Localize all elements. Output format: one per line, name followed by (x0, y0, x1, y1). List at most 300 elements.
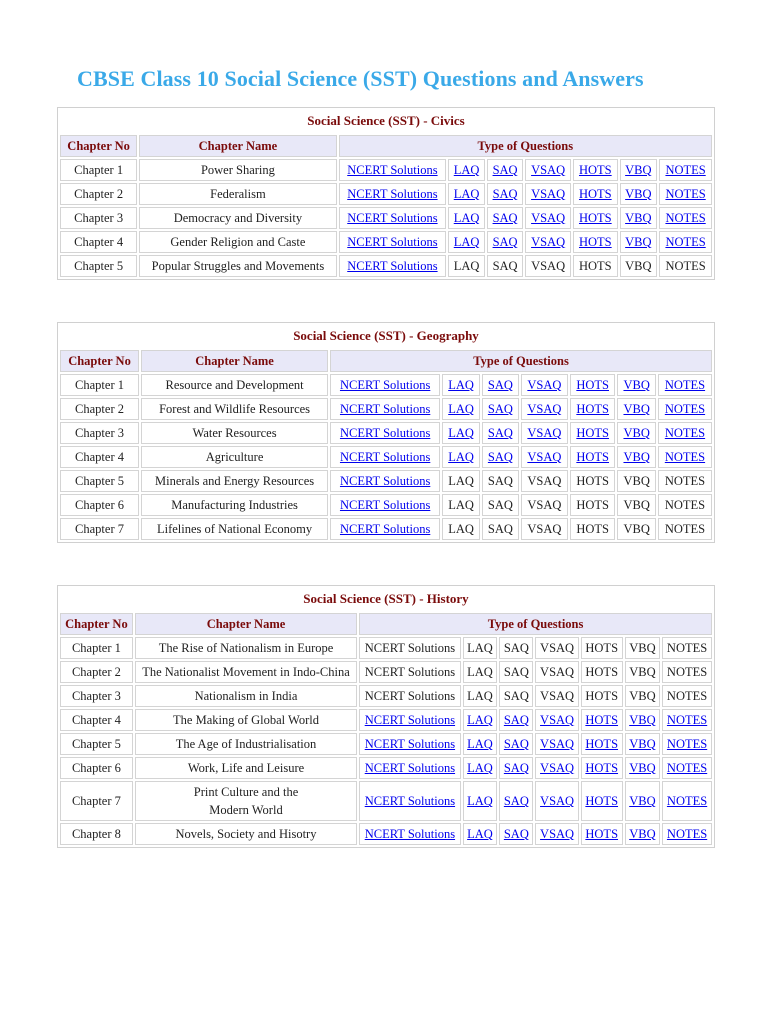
table-row (60, 159, 712, 181)
notes-link[interactable]: NOTES (664, 449, 706, 464)
chapter-name-cell: Water Resources (141, 422, 328, 444)
vbq-link: VBQ (629, 688, 656, 703)
ncert-solutions-cell (359, 661, 460, 683)
vbq-cell (625, 637, 660, 659)
civics-table (58, 133, 714, 279)
saq-link: SAQ (487, 473, 513, 488)
hots-link: HOTS (576, 521, 609, 536)
saq-cell (499, 709, 533, 731)
vsaq-cell (525, 183, 571, 205)
table-row (60, 685, 712, 707)
saq-cell (487, 159, 523, 181)
vbq-link[interactable]: VBQ (623, 425, 650, 440)
laq-cell (463, 757, 498, 779)
vbq-cell (625, 685, 660, 707)
laq-link[interactable]: LAQ (448, 401, 474, 416)
saq-cell (499, 733, 533, 755)
vsaq-cell (535, 709, 578, 731)
vbq-link: VBQ (623, 497, 650, 512)
geography-table-body (60, 374, 712, 540)
hots-cell (581, 823, 623, 845)
history-section (57, 585, 715, 848)
vsaq-cell (521, 422, 568, 444)
vsaq-cell (521, 518, 568, 540)
notes-link: NOTES (666, 664, 708, 679)
chapter-no-cell: Chapter 3 (60, 685, 133, 707)
hots-cell (581, 685, 623, 707)
notes-link[interactable]: NOTES (664, 377, 706, 392)
saq-cell (499, 661, 533, 683)
chapter-name-header: Chapter Name (135, 613, 357, 635)
saq-link[interactable]: SAQ (492, 162, 518, 177)
vsaq-cell (535, 733, 578, 755)
laq-link: LAQ (453, 258, 480, 273)
vsaq-cell (521, 470, 568, 492)
saq-link[interactable]: SAQ (503, 736, 529, 751)
chapter-no-header: Chapter No (60, 350, 139, 372)
hots-cell (570, 422, 616, 444)
vsaq-link[interactable]: VSAQ (527, 377, 562, 392)
vbq-cell (625, 781, 660, 821)
vsaq-cell (521, 374, 568, 396)
hots-cell (573, 159, 617, 181)
chapter-no-cell: Chapter 3 (60, 207, 137, 229)
ncert-solutions-cell (330, 494, 440, 516)
laq-cell (442, 494, 480, 516)
vbq-cell (620, 183, 658, 205)
geography-table (58, 348, 714, 542)
ncert-solutions-cell (330, 518, 440, 540)
vbq-link[interactable]: VBQ (629, 760, 656, 775)
laq-link[interactable]: LAQ (448, 449, 474, 464)
vbq-cell (625, 709, 660, 731)
table-row (60, 733, 712, 755)
laq-link: LAQ (448, 497, 474, 512)
page-title: CBSE Class 10 Social Science (SST) Questions and Answers (77, 66, 644, 91)
hots-cell (573, 183, 617, 205)
hots-link: HOTS (578, 258, 612, 273)
chapter-name-cell: Democracy and Diversity (139, 207, 336, 229)
saq-link: SAQ (492, 258, 518, 273)
notes-link: NOTES (664, 497, 706, 512)
table-row (60, 231, 712, 253)
chapter-name-cell: Power Sharing (139, 159, 336, 181)
vbq-link: VBQ (623, 473, 650, 488)
ncert-solutions-cell (359, 709, 460, 731)
ncert-solutions-link[interactable]: NCERT Solutions (347, 210, 438, 225)
saq-cell (499, 685, 533, 707)
laq-cell (442, 446, 480, 468)
ncert-solutions-link[interactable]: NCERT Solutions (364, 794, 456, 808)
laq-link: LAQ (448, 521, 474, 536)
saq-cell (482, 518, 519, 540)
notes-link: NOTES (666, 688, 708, 703)
chapter-no-cell: Chapter 5 (60, 255, 137, 277)
chapter-name-cell: The Making of Global World (135, 709, 357, 731)
chapter-name-cell: Minerals and Energy Resources (141, 470, 328, 492)
hots-cell (573, 255, 617, 277)
notes-cell (658, 374, 712, 396)
ncert-solutions-cell (330, 374, 440, 396)
vbq-cell (617, 494, 656, 516)
laq-cell (448, 159, 485, 181)
ncert-solutions-link[interactable]: NCERT Solutions (347, 234, 438, 249)
hots-link[interactable]: HOTS (578, 162, 612, 177)
vbq-cell (620, 159, 658, 181)
notes-cell (662, 823, 712, 845)
civics-section (57, 107, 715, 280)
saq-cell (482, 446, 519, 468)
laq-link: LAQ (467, 640, 493, 655)
notes-cell (658, 518, 712, 540)
ncert-solutions-cell (339, 255, 447, 277)
laq-link[interactable]: LAQ (448, 377, 474, 392)
saq-link[interactable]: SAQ (487, 401, 513, 416)
laq-link[interactable]: LAQ (467, 794, 493, 808)
saq-link[interactable]: SAQ (503, 760, 529, 775)
table-row (60, 183, 712, 205)
saq-link[interactable]: SAQ (492, 210, 518, 225)
laq-cell (463, 637, 498, 659)
civics-section-title: Social Science (SST) - Civics (307, 113, 465, 128)
notes-link[interactable]: NOTES (666, 736, 708, 751)
notes-cell (662, 661, 712, 683)
chapter-no-cell: Chapter 1 (60, 374, 139, 396)
laq-cell (442, 374, 480, 396)
vbq-cell (617, 470, 656, 492)
history-table-body (60, 637, 712, 845)
ncert-solutions-cell (359, 781, 460, 821)
ncert-solutions-link[interactable]: NCERT Solutions (364, 712, 456, 727)
vbq-link[interactable]: VBQ (625, 162, 652, 177)
vsaq-cell (525, 255, 571, 277)
chapter-name-header: Chapter Name (141, 350, 328, 372)
chapter-name-cell: Agriculture (141, 446, 328, 468)
ncert-solutions-link[interactable]: NCERT Solutions (347, 186, 438, 201)
vbq-cell (625, 661, 660, 683)
vbq-cell (625, 757, 660, 779)
vbq-cell (617, 422, 656, 444)
saq-link: SAQ (503, 664, 529, 679)
ncert-solutions-link[interactable]: NCERT Solutions (339, 425, 431, 440)
laq-cell (463, 823, 498, 845)
laq-cell (463, 685, 498, 707)
chapter-no-cell: Chapter 2 (60, 398, 139, 420)
saq-cell (499, 781, 533, 821)
laq-link[interactable]: LAQ (467, 760, 493, 775)
ncert-solutions-cell (339, 159, 447, 181)
type-of-questions-header: Type of Questions (330, 350, 712, 372)
vsaq-cell (535, 637, 578, 659)
table-row (60, 709, 712, 731)
chapter-name-cell: Novels, Society and Hisotry (135, 823, 357, 845)
vsaq-link[interactable]: VSAQ (540, 826, 575, 841)
vbq-cell (620, 207, 658, 229)
table-row (60, 781, 712, 821)
chapter-name-cell: Manufacturing Industries (141, 494, 328, 516)
hots-link: HOTS (585, 640, 619, 655)
type-of-questions-header: Type of Questions (339, 135, 712, 157)
vsaq-link[interactable]: VSAQ (527, 449, 562, 464)
ncert-solutions-cell (359, 637, 460, 659)
ncert-solutions-link[interactable]: NCERT Solutions (339, 497, 431, 512)
chapter-name-cell: Print Culture and the Modern World (135, 781, 357, 821)
laq-link[interactable]: LAQ (448, 425, 474, 440)
hots-link[interactable]: HOTS (576, 377, 609, 392)
laq-link[interactable]: LAQ (453, 234, 480, 249)
saq-link[interactable]: SAQ (503, 712, 529, 727)
hots-cell (570, 398, 616, 420)
chapter-name-header: Chapter Name (139, 135, 336, 157)
vsaq-link[interactable]: VSAQ (527, 425, 562, 440)
saq-link[interactable]: SAQ (487, 377, 513, 392)
saq-link: SAQ (503, 688, 529, 703)
saq-link: SAQ (487, 497, 513, 512)
chapter-no-cell: Chapter 6 (60, 494, 139, 516)
chapter-no-cell: Chapter 7 (60, 518, 139, 540)
notes-cell (659, 255, 712, 277)
vsaq-cell (525, 231, 571, 253)
hots-link[interactable]: HOTS (576, 401, 609, 416)
vbq-link: VBQ (629, 664, 656, 679)
saq-cell (487, 231, 523, 253)
notes-link[interactable]: NOTES (666, 794, 708, 808)
table-row (60, 823, 712, 845)
vsaq-cell (535, 823, 578, 845)
ncert-solutions-cell (359, 733, 460, 755)
notes-link: NOTES (665, 258, 706, 273)
ncert-solutions-link[interactable]: NCERT Solutions (347, 258, 438, 273)
hots-link: HOTS (576, 497, 609, 512)
hots-link[interactable]: HOTS (578, 186, 612, 201)
laq-cell (442, 470, 480, 492)
saq-cell (499, 757, 533, 779)
hots-link[interactable]: HOTS (585, 794, 619, 808)
table-row (60, 661, 712, 683)
notes-cell (659, 231, 712, 253)
geography-section (57, 322, 715, 543)
notes-cell (658, 422, 712, 444)
saq-link[interactable]: SAQ (487, 449, 513, 464)
hots-link[interactable]: HOTS (578, 210, 612, 225)
vbq-link[interactable]: VBQ (623, 449, 650, 464)
vsaq-link[interactable]: VSAQ (540, 794, 575, 808)
hots-link[interactable]: HOTS (585, 712, 619, 727)
hots-link[interactable]: HOTS (578, 234, 612, 249)
geography-header-row (60, 350, 712, 372)
vbq-link: VBQ (629, 640, 656, 655)
notes-link[interactable]: NOTES (666, 712, 708, 727)
chapter-no-cell: Chapter 7 (60, 781, 133, 821)
vbq-link[interactable]: VBQ (625, 186, 652, 201)
vsaq-link: VSAQ (527, 473, 562, 488)
vsaq-link[interactable]: VSAQ (531, 162, 566, 177)
ncert-solutions-link: NCERT Solutions (364, 640, 456, 655)
chapter-name-cell: Nationalism in India (135, 685, 357, 707)
notes-cell (659, 183, 712, 205)
vbq-cell (617, 446, 656, 468)
chapter-no-cell: Chapter 4 (60, 446, 139, 468)
hots-cell (581, 709, 623, 731)
vsaq-link[interactable]: VSAQ (540, 736, 575, 751)
saq-link: SAQ (487, 521, 513, 536)
history-table (58, 611, 714, 847)
notes-link[interactable]: NOTES (665, 186, 706, 201)
hots-link[interactable]: HOTS (576, 449, 609, 464)
vbq-link[interactable]: VBQ (623, 377, 650, 392)
notes-cell (658, 446, 712, 468)
vsaq-link[interactable]: VSAQ (531, 186, 566, 201)
hots-link[interactable]: HOTS (576, 425, 609, 440)
hots-cell (570, 494, 616, 516)
ncert-solutions-link[interactable]: NCERT Solutions (364, 826, 456, 841)
notes-link[interactable]: NOTES (665, 162, 706, 177)
vsaq-link[interactable]: VSAQ (540, 760, 575, 775)
history-header-row (60, 613, 712, 635)
type-of-questions-header: Type of Questions (359, 613, 712, 635)
ncert-solutions-link: NCERT Solutions (364, 688, 456, 703)
table-row (60, 255, 712, 277)
notes-link: NOTES (666, 640, 708, 655)
notes-cell (662, 637, 712, 659)
hots-cell (581, 637, 623, 659)
ncert-solutions-cell (330, 446, 440, 468)
laq-link[interactable]: LAQ (453, 162, 480, 177)
laq-cell (442, 422, 480, 444)
laq-cell (442, 518, 480, 540)
ncert-solutions-cell (359, 823, 460, 845)
saq-link[interactable]: SAQ (492, 234, 518, 249)
saq-cell (487, 183, 523, 205)
ncert-solutions-link[interactable]: NCERT Solutions (339, 401, 431, 416)
hots-cell (570, 518, 616, 540)
saq-link[interactable]: SAQ (492, 186, 518, 201)
notes-cell (662, 781, 712, 821)
saq-link[interactable]: SAQ (503, 826, 529, 841)
laq-cell (463, 661, 498, 683)
ncert-solutions-cell (339, 231, 447, 253)
table-row (60, 207, 712, 229)
table-row (60, 518, 712, 540)
vbq-link: VBQ (623, 521, 650, 536)
notes-link: NOTES (664, 473, 706, 488)
geography-section-title: Social Science (SST) - Geography (293, 328, 479, 343)
ncert-solutions-link[interactable]: NCERT Solutions (339, 377, 431, 392)
hots-link[interactable]: HOTS (585, 826, 619, 841)
saq-link[interactable]: SAQ (503, 794, 529, 808)
saq-cell (482, 374, 519, 396)
vbq-link[interactable]: VBQ (623, 401, 650, 416)
saq-cell (499, 637, 533, 659)
notes-link[interactable]: NOTES (665, 234, 706, 249)
vbq-cell (617, 518, 656, 540)
notes-cell (662, 709, 712, 731)
hots-cell (581, 661, 623, 683)
vsaq-link[interactable]: VSAQ (540, 712, 575, 727)
chapter-name-cell: The Rise of Nationalism in Europe (135, 637, 357, 659)
hots-cell (573, 207, 617, 229)
vbq-link[interactable]: VBQ (629, 736, 656, 751)
chapter-name-cell: The Nationalist Movement in Indo-China (135, 661, 357, 683)
notes-cell (658, 470, 712, 492)
vsaq-link: VSAQ (527, 521, 562, 536)
laq-link[interactable]: LAQ (467, 712, 493, 727)
hots-link[interactable]: HOTS (585, 760, 619, 775)
ncert-solutions-cell (330, 422, 440, 444)
vsaq-link[interactable]: VSAQ (527, 401, 562, 416)
hots-cell (581, 781, 623, 821)
ncert-solutions-link[interactable]: NCERT Solutions (339, 473, 431, 488)
laq-cell (463, 709, 498, 731)
ncert-solutions-link[interactable]: NCERT Solutions (347, 162, 438, 177)
hots-link[interactable]: HOTS (585, 736, 619, 751)
saq-cell (499, 823, 533, 845)
notes-link[interactable]: NOTES (666, 760, 708, 775)
vsaq-cell (535, 661, 578, 683)
hots-cell (581, 757, 623, 779)
vbq-cell (617, 398, 656, 420)
ncert-solutions-link[interactable]: NCERT Solutions (364, 736, 456, 751)
hots-cell (581, 733, 623, 755)
saq-link[interactable]: SAQ (487, 425, 513, 440)
notes-cell (659, 159, 712, 181)
vsaq-link: VSAQ (540, 664, 575, 679)
vsaq-cell (521, 398, 568, 420)
laq-cell (448, 231, 485, 253)
table-row (60, 422, 712, 444)
vbq-link[interactable]: VBQ (629, 826, 656, 841)
notes-link[interactable]: NOTES (664, 401, 706, 416)
chapter-name-cell: Gender Religion and Caste (139, 231, 336, 253)
vsaq-cell (535, 781, 578, 821)
vbq-link[interactable]: VBQ (629, 794, 656, 808)
hots-link: HOTS (576, 473, 609, 488)
vbq-link[interactable]: VBQ (625, 234, 652, 249)
laq-link: LAQ (448, 473, 474, 488)
laq-link[interactable]: LAQ (467, 826, 493, 841)
chapter-name-cell: Forest and Wildlife Resources (141, 398, 328, 420)
vsaq-cell (535, 757, 578, 779)
ncert-solutions-link[interactable]: NCERT Solutions (364, 760, 456, 775)
laq-link[interactable]: LAQ (453, 186, 480, 201)
laq-link[interactable]: LAQ (467, 736, 493, 751)
table-row (60, 470, 712, 492)
chapter-name-cell: Work, Life and Leisure (135, 757, 357, 779)
saq-cell (482, 494, 519, 516)
ncert-solutions-link[interactable]: NCERT Solutions (339, 449, 431, 464)
ncert-solutions-cell (339, 207, 447, 229)
chapter-name-cell: Resource and Development (141, 374, 328, 396)
ncert-solutions-link[interactable]: NCERT Solutions (339, 521, 431, 536)
vbq-link[interactable]: VBQ (629, 712, 656, 727)
notes-link[interactable]: NOTES (664, 425, 706, 440)
vbq-link[interactable]: VBQ (625, 210, 652, 225)
notes-link[interactable]: NOTES (666, 826, 708, 841)
laq-link[interactable]: LAQ (453, 210, 480, 225)
ncert-solutions-cell (359, 685, 460, 707)
notes-cell (659, 207, 712, 229)
laq-cell (448, 255, 485, 277)
chapter-name-cell: Lifelines of National Economy (141, 518, 328, 540)
vsaq-link[interactable]: VSAQ (531, 210, 566, 225)
vsaq-link[interactable]: VSAQ (531, 234, 566, 249)
notes-link[interactable]: NOTES (665, 210, 706, 225)
table-row (60, 398, 712, 420)
chapter-no-cell: Chapter 4 (60, 709, 133, 731)
vbq-link: VBQ (625, 258, 652, 273)
laq-cell (463, 733, 498, 755)
chapter-no-cell: Chapter 3 (60, 422, 139, 444)
